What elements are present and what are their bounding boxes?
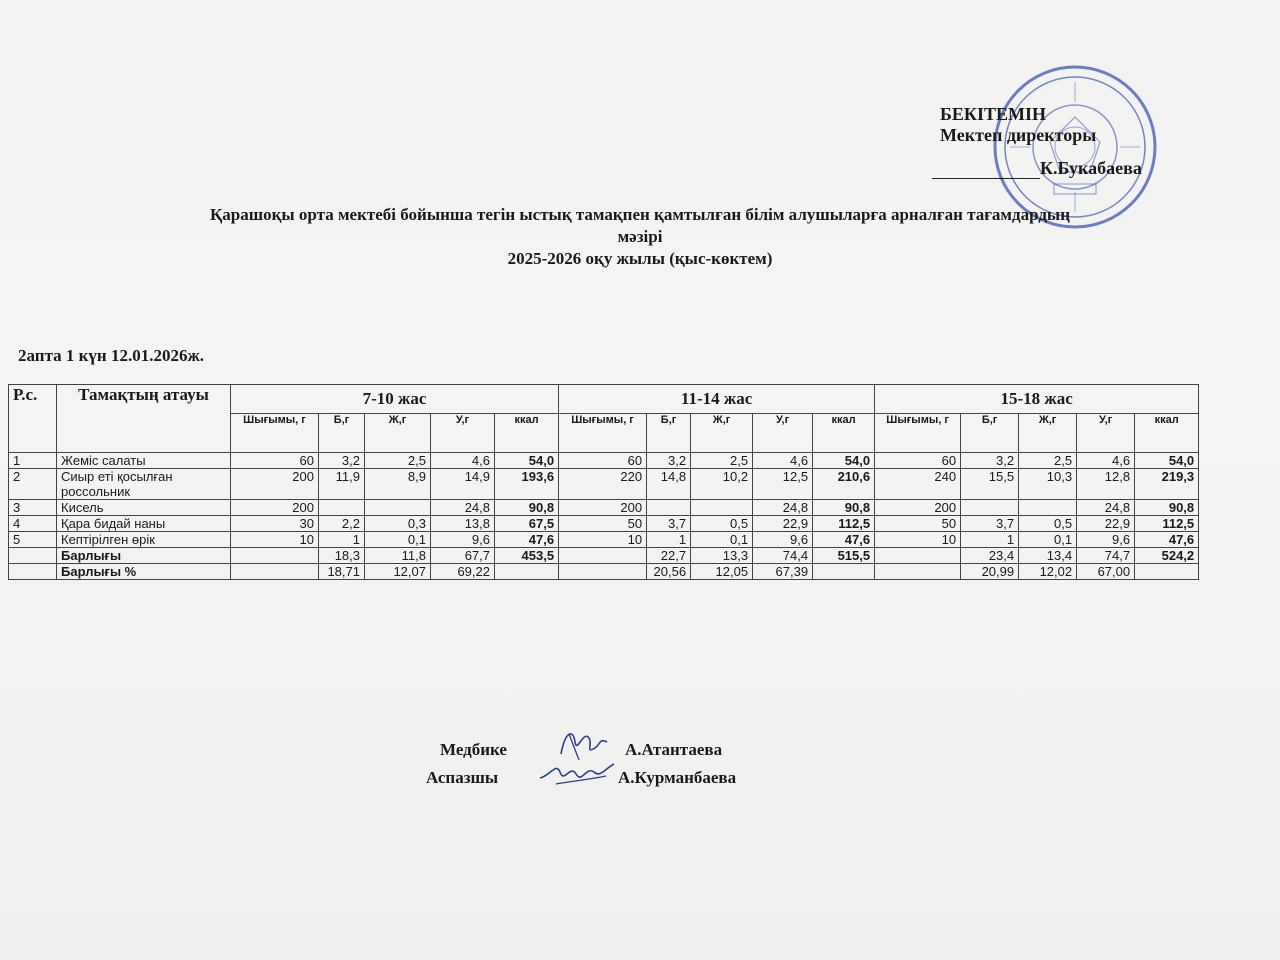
dish-name: Қара бидай наны <box>57 516 231 532</box>
cell-carbs: 24,8 <box>431 500 495 516</box>
subheader-carbs: У,г <box>753 414 813 453</box>
cell-protein <box>319 500 365 516</box>
cell-protein: 14,8 <box>647 469 691 500</box>
table-row <box>9 516 1199 532</box>
cell-kcal: 524,2 <box>1135 548 1199 564</box>
cell-yield: 50 <box>875 516 961 532</box>
cell-carbs: 14,9 <box>431 469 495 500</box>
subheader-fat: Ж,г <box>691 414 753 453</box>
cell-fat: 0,5 <box>1019 516 1077 532</box>
row-number: 5 <box>9 532 57 548</box>
dish-name: Сиыр еті қосылған россольник <box>57 469 231 500</box>
cell-protein: 18,71 <box>319 564 365 580</box>
cell-protein <box>961 500 1019 516</box>
cell-yield <box>875 564 961 580</box>
cell-protein: 2,2 <box>319 516 365 532</box>
nurse-role: Медбике <box>440 740 507 759</box>
group-header-7-10: 7-10 жас <box>231 385 559 414</box>
totals-row <box>9 548 1199 564</box>
cell-carbs: 4,6 <box>431 453 495 469</box>
row-number: 3 <box>9 500 57 516</box>
approval-heading: БЕКІТЕМІН <box>940 104 1046 124</box>
cell-fat: 0,5 <box>691 516 753 532</box>
cell-protein: 15,5 <box>961 469 1019 500</box>
title-line-3: 2025-2026 оқу жылы (қыс-көктем) <box>507 249 773 268</box>
cell-yield <box>559 548 647 564</box>
cell-protein: 1 <box>961 532 1019 548</box>
percent-label: Барлығы % <box>57 564 231 580</box>
subheader-yield: Шығымы, г <box>875 414 961 453</box>
table-row <box>9 500 1199 516</box>
cell-carbs: 9,6 <box>753 532 813 548</box>
cell-protein: 18,3 <box>319 548 365 564</box>
cell-carbs: 74,4 <box>753 548 813 564</box>
group-header-11-14: 11-14 жас <box>559 385 875 414</box>
cell-kcal: 54,0 <box>495 453 559 469</box>
cell-carbs: 4,6 <box>1077 453 1135 469</box>
cell-protein: 11,9 <box>319 469 365 500</box>
cell-protein: 3,7 <box>647 516 691 532</box>
cell-yield <box>231 548 319 564</box>
cell-yield: 10 <box>231 532 319 548</box>
title-line-1: Қарашоқы орта мектебі бойынша тегін ыстық тамақпен қамтылған білім алушыларға арналған тағамдардың <box>209 205 1071 224</box>
cell-protein <box>647 500 691 516</box>
cell-kcal: 54,0 <box>1135 453 1199 469</box>
cell-kcal <box>813 564 875 580</box>
approval-signature-line <box>932 158 1182 179</box>
cell-fat: 2,5 <box>691 453 753 469</box>
cell-fat: 11,8 <box>365 548 431 564</box>
totals-label: Барлығы <box>57 548 231 564</box>
cell-kcal: 112,5 <box>1135 516 1199 532</box>
approval-position: Мектеп директоры <box>940 125 1097 145</box>
table-row <box>9 469 1199 500</box>
cell-yield: 10 <box>875 532 961 548</box>
cell-yield: 60 <box>559 453 647 469</box>
cell-carbs: 22,9 <box>753 516 813 532</box>
subheader-carbs: У,г <box>1077 414 1135 453</box>
cell-kcal: 47,6 <box>813 532 875 548</box>
cell-fat: 10,3 <box>1019 469 1077 500</box>
cell-yield: 10 <box>559 532 647 548</box>
cell-fat: 12,07 <box>365 564 431 580</box>
group-header-15-18: 15-18 жас <box>875 385 1199 414</box>
cell-kcal: 515,5 <box>813 548 875 564</box>
subheader-carbs: У,г <box>431 414 495 453</box>
cell-yield: 60 <box>875 453 961 469</box>
cook-role: Аспазшы <box>426 768 499 787</box>
cell-yield: 30 <box>231 516 319 532</box>
cell-yield: 60 <box>231 453 319 469</box>
cell-kcal: 90,8 <box>813 500 875 516</box>
subheader-fat: Ж,г <box>1019 414 1077 453</box>
table-header-row-1 <box>9 385 1199 414</box>
cell-yield: 220 <box>559 469 647 500</box>
cell-protein: 3,2 <box>647 453 691 469</box>
row-number: 2 <box>9 469 57 500</box>
cell-protein: 3,2 <box>961 453 1019 469</box>
cell-protein: 23,4 <box>961 548 1019 564</box>
cell-carbs: 69,22 <box>431 564 495 580</box>
cell-fat <box>365 500 431 516</box>
approval-block <box>940 104 1142 178</box>
cook-signature-scribble <box>536 754 616 794</box>
menu-table-body <box>9 453 1199 580</box>
row-number: 4 <box>9 516 57 532</box>
cell-kcal: 90,8 <box>1135 500 1199 516</box>
subheader-protein: Б,г <box>961 414 1019 453</box>
cell-carbs: 12,5 <box>753 469 813 500</box>
dish-name: Кисель <box>57 500 231 516</box>
document-title <box>80 204 1200 270</box>
cell-fat: 2,5 <box>1019 453 1077 469</box>
cell-fat: 0,1 <box>365 532 431 548</box>
subheader-kcal: ккал <box>495 414 559 453</box>
cell-fat: 13,4 <box>1019 548 1077 564</box>
subheader-kcal: ккал <box>1135 414 1199 453</box>
cell-carbs: 67,39 <box>753 564 813 580</box>
cell-protein: 1 <box>647 532 691 548</box>
dish-name: Кептірілген өрік <box>57 532 231 548</box>
cell-protein: 20,99 <box>961 564 1019 580</box>
cell-carbs: 24,8 <box>753 500 813 516</box>
row-number <box>9 548 57 564</box>
nurse-name: А.Атантаева <box>625 740 723 759</box>
title-line-2: мәзірі <box>617 227 663 246</box>
cell-yield <box>875 548 961 564</box>
cell-yield <box>231 564 319 580</box>
subheader-protein: Б,г <box>647 414 691 453</box>
percent-row <box>9 564 1199 580</box>
cell-fat: 0,1 <box>1019 532 1077 548</box>
cell-carbs: 67,7 <box>431 548 495 564</box>
cell-protein: 22,7 <box>647 548 691 564</box>
approval-director-name: К.Букабаева <box>1040 158 1142 178</box>
cell-protein: 3,2 <box>319 453 365 469</box>
cell-carbs: 13,8 <box>431 516 495 532</box>
cell-kcal: 67,5 <box>495 516 559 532</box>
dish-name: Жеміс салаты <box>57 453 231 469</box>
signature-underline <box>932 162 1040 179</box>
cell-carbs: 24,8 <box>1077 500 1135 516</box>
cell-yield <box>559 564 647 580</box>
cell-fat: 12,02 <box>1019 564 1077 580</box>
cell-fat: 10,2 <box>691 469 753 500</box>
cell-fat <box>1019 500 1077 516</box>
cell-carbs: 12,8 <box>1077 469 1135 500</box>
cell-yield: 200 <box>231 500 319 516</box>
cell-carbs: 9,6 <box>1077 532 1135 548</box>
subheader-protein: Б,г <box>319 414 365 453</box>
cell-fat: 2,5 <box>365 453 431 469</box>
cell-yield: 200 <box>231 469 319 500</box>
cell-carbs: 9,6 <box>431 532 495 548</box>
cell-kcal: 90,8 <box>495 500 559 516</box>
cell-carbs: 4,6 <box>753 453 813 469</box>
cell-kcal <box>1135 564 1199 580</box>
cell-fat: 0,3 <box>365 516 431 532</box>
cell-protein: 3,7 <box>961 516 1019 532</box>
cell-kcal: 47,6 <box>495 532 559 548</box>
cell-carbs: 74,7 <box>1077 548 1135 564</box>
cell-yield: 240 <box>875 469 961 500</box>
table-row <box>9 453 1199 469</box>
cell-carbs: 22,9 <box>1077 516 1135 532</box>
cell-fat: 13,3 <box>691 548 753 564</box>
cell-fat: 12,05 <box>691 564 753 580</box>
subheader-yield: Шығымы, г <box>231 414 319 453</box>
cell-carbs: 67,00 <box>1077 564 1135 580</box>
cell-kcal: 219,3 <box>1135 469 1199 500</box>
col-dish-name-header: Тамақтың атауы <box>57 385 231 453</box>
cell-fat: 0,1 <box>691 532 753 548</box>
cell-kcal: 453,5 <box>495 548 559 564</box>
row-number: 1 <box>9 453 57 469</box>
subheader-kcal: ккал <box>813 414 875 453</box>
cell-protein: 1 <box>319 532 365 548</box>
cell-yield: 50 <box>559 516 647 532</box>
table-row <box>9 532 1199 548</box>
cell-fat <box>691 500 753 516</box>
cell-protein: 20,56 <box>647 564 691 580</box>
cell-kcal: 47,6 <box>1135 532 1199 548</box>
cell-yield: 200 <box>875 500 961 516</box>
subheader-fat: Ж,г <box>365 414 431 453</box>
cell-yield: 200 <box>559 500 647 516</box>
cell-kcal: 54,0 <box>813 453 875 469</box>
cell-kcal: 210,6 <box>813 469 875 500</box>
cell-fat: 8,9 <box>365 469 431 500</box>
col-number-header: Р.с. <box>9 385 57 453</box>
menu-table <box>8 384 1199 580</box>
cook-name: А.Курманбаева <box>618 768 737 787</box>
cell-kcal <box>495 564 559 580</box>
row-number <box>9 564 57 580</box>
cell-kcal: 193,6 <box>495 469 559 500</box>
subheader-yield: Шығымы, г <box>559 414 647 453</box>
cell-kcal: 112,5 <box>813 516 875 532</box>
day-date-line: 2апта 1 күн 12.01.2026ж. <box>18 346 205 365</box>
